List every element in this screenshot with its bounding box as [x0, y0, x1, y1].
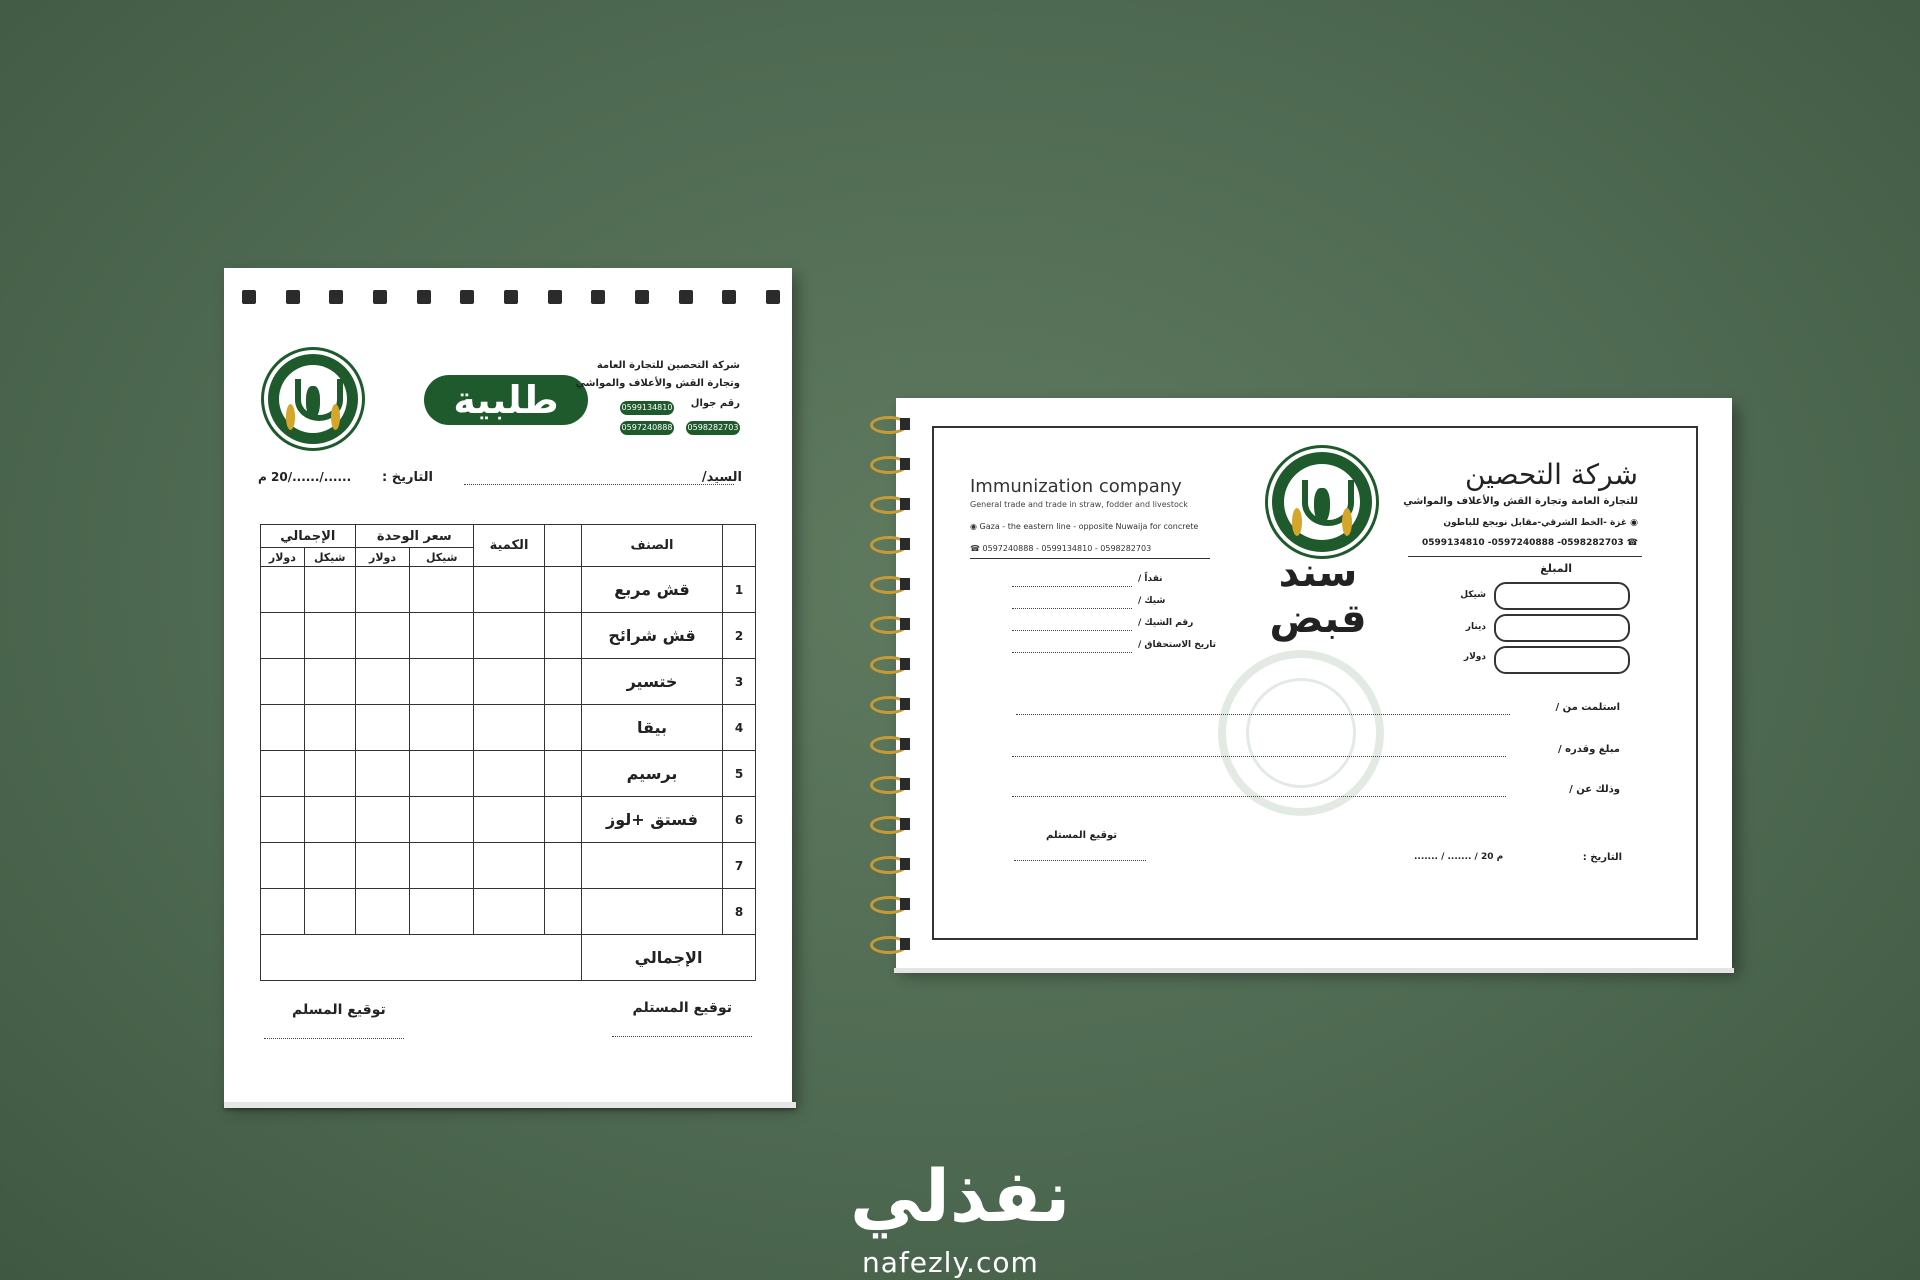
due-date-line — [1012, 652, 1132, 653]
order-title: طلبية — [424, 375, 588, 425]
header-underline-left — [970, 558, 1210, 559]
spiral-binding-holes — [242, 290, 780, 304]
spiral-binding — [870, 416, 910, 956]
phone-1: 0599134810 — [620, 401, 674, 415]
row-number: 3 — [723, 659, 756, 705]
location-icon: ◉ — [1630, 518, 1638, 528]
amount-of-line — [1012, 756, 1506, 757]
row-item — [582, 889, 723, 935]
phone-2: 0597240888 — [620, 421, 674, 435]
for-that-label: وذلك عن / — [1569, 784, 1620, 795]
cash-line — [1012, 586, 1132, 587]
row-number: 7 — [723, 843, 756, 889]
table-row — [261, 797, 756, 843]
address-ar — [1443, 518, 1638, 528]
row-item: فستق +لوز — [582, 797, 723, 843]
total-shekel: شيكل — [304, 548, 355, 567]
unit-price-dollar: دولار — [355, 548, 410, 567]
row-item: بيقا — [582, 705, 723, 751]
table-row — [261, 659, 756, 705]
row-number: 2 — [723, 613, 756, 659]
amount-dollar-box[interactable] — [1494, 646, 1630, 674]
total-dollar: دولار — [261, 548, 305, 567]
header-underline-right — [1408, 556, 1642, 557]
grand-total-row — [261, 935, 756, 981]
row-number: 8 — [723, 889, 756, 935]
item-header: الصنف — [582, 525, 723, 567]
row-number: 1 — [723, 567, 756, 613]
quantity-header: الكمية — [474, 525, 545, 567]
phone-3: 0598282703 — [686, 421, 740, 435]
logo-watermark-icon — [1218, 650, 1384, 816]
receiver-signature-label: توقيع المستلم — [1046, 830, 1118, 841]
unit-price-header: سعر الوحدة — [355, 525, 473, 548]
order-table — [260, 524, 756, 981]
grand-total-label: الإجمالي — [582, 935, 756, 981]
deliverer-signature-label: توقيع المسلم — [292, 1002, 386, 1018]
company-logo-icon — [1268, 448, 1376, 556]
location-icon: ◉ — [970, 522, 977, 531]
currency-shekel: شيكل — [1460, 590, 1486, 600]
date-fill: ....../....../20 م — [258, 470, 352, 484]
address-en-text: Gaza - the eastern line - opposite Nuwaija for concrete — [979, 522, 1199, 531]
company-sub-ar: للتجارة العامة وتجارة القش والأعلاف والمواشي — [1403, 496, 1638, 507]
table-row — [261, 751, 756, 797]
received-from-line — [1016, 714, 1510, 715]
due-date-label: تاريخ الاستحقاق / — [1138, 640, 1217, 650]
amount-label: المبلغ — [1540, 562, 1572, 575]
cheque-line — [1012, 608, 1132, 609]
address-en — [970, 522, 1198, 531]
mobile-label: رقم جوال — [690, 398, 740, 409]
row-number: 6 — [723, 797, 756, 843]
row-item — [582, 843, 723, 889]
brand-logo-en: nafezly.com — [862, 1246, 1039, 1279]
table-row — [261, 705, 756, 751]
phone-icon: ☎ — [1626, 538, 1638, 548]
unit-price-shekel: شيكل — [410, 548, 474, 567]
table-row — [261, 889, 756, 935]
company-name-line2: وتجارة القش والأعلاف والمواشي — [575, 378, 740, 389]
receiver-signature-line — [612, 1036, 752, 1037]
company-name-ar: شركة التحصين — [1464, 458, 1638, 491]
cheque-number-line — [1012, 630, 1132, 631]
table-row — [261, 613, 756, 659]
cash-label: نقداً / — [1138, 574, 1163, 584]
date-label: التاريخ : — [1582, 852, 1622, 863]
date-fill: ....... / ....... / 20 م — [1414, 852, 1504, 862]
phones-en-text: 0597240888 - 0599134810 - 0598282703 — [982, 544, 1152, 553]
company-name-line1: شركة التحصين للتجارة العامة — [596, 360, 740, 371]
row-item: ختسير — [582, 659, 723, 705]
voucher-title: سند قبض — [1269, 550, 1367, 642]
company-logo-icon — [264, 350, 362, 448]
phones-ar — [1422, 538, 1638, 548]
amount-shekel-box[interactable] — [1494, 582, 1630, 610]
currency-dinar: دينار — [1465, 622, 1486, 632]
date-label: التاريخ : — [382, 470, 433, 485]
table-row — [261, 843, 756, 889]
row-item: قش مربع — [582, 567, 723, 613]
mr-label: السيد/ — [701, 470, 742, 485]
currency-dollar: دولار — [1463, 652, 1486, 662]
amount-dinar-box[interactable] — [1494, 614, 1630, 642]
company-name-en: Immunization company — [970, 476, 1182, 497]
brand-logo-ar: نفذلي — [850, 1154, 1071, 1238]
order-form-pad — [224, 268, 792, 1102]
received-from-label: استلمت من / — [1555, 702, 1620, 713]
phone-icon: ☎ — [970, 544, 980, 553]
phones-ar-text: 0598282703- 0597240888- 0599134810 — [1422, 538, 1624, 548]
cheque-number-label: رقم الشيك / — [1138, 618, 1194, 628]
total-header: الإجمالي — [261, 525, 356, 548]
row-number: 4 — [723, 705, 756, 751]
mr-line — [464, 484, 734, 485]
company-sub-en: General trade and trade in straw, fodder and livestock — [970, 500, 1188, 509]
for-that-line — [1012, 796, 1506, 797]
receiver-signature-label: توقيع المستلم — [632, 1000, 732, 1016]
row-item: برسيم — [582, 751, 723, 797]
amount-of-label: مبلغ وقدره / — [1557, 744, 1620, 755]
row-item: قش شرائح — [582, 613, 723, 659]
blank-header — [545, 525, 582, 567]
row-number: 5 — [723, 751, 756, 797]
cheque-label: شيك / — [1138, 596, 1166, 606]
table-row — [261, 567, 756, 613]
receiver-signature-line — [1014, 860, 1146, 861]
num-header — [723, 525, 756, 567]
receipt-voucher-pad — [896, 398, 1732, 968]
deliverer-signature-line — [264, 1038, 404, 1039]
phones-en — [970, 544, 1151, 553]
address-ar-text: غزة -الخط الشرقي-مقابل نويجع للباطون — [1443, 518, 1627, 528]
